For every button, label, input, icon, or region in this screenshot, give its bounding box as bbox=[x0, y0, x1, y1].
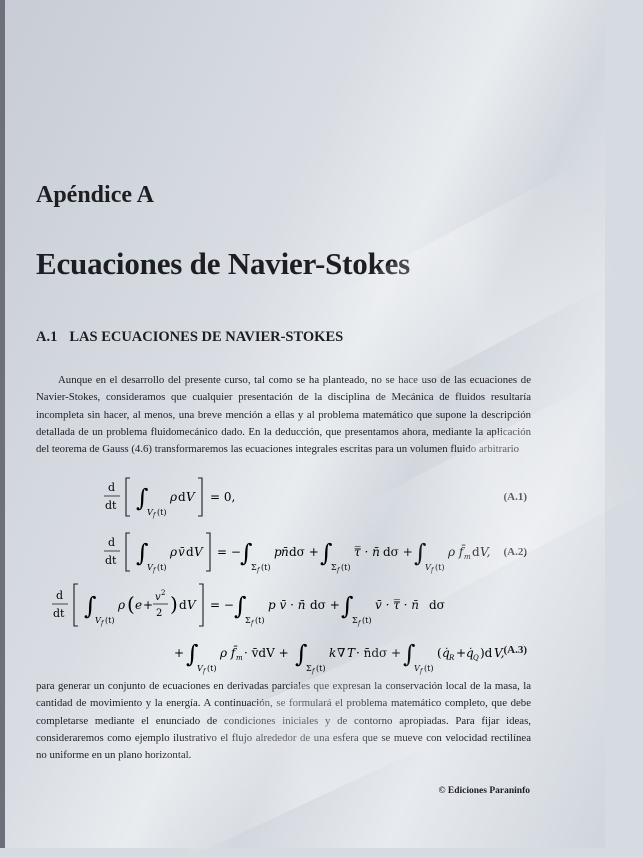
svg-text:(t): (t) bbox=[105, 616, 115, 625]
svg-text:V: V bbox=[187, 598, 196, 612]
publisher-footer: © Ediciones Paraninfo bbox=[438, 786, 530, 796]
svg-text:(t): (t) bbox=[435, 563, 445, 572]
svg-text:(t): (t) bbox=[207, 664, 217, 673]
svg-text:f: f bbox=[312, 668, 315, 675]
intro-paragraph: Aunque en el desarrollo del presente curso, tal como se ha planteado, no se hace uso de las ecuaciones de Navier-Stokes, consideramos que cualquier presentación de la disciplina de Mecánica de fluidos resultaría incompleta sin hacer, al menos, una breve mención a ellas y al problema matemático que supone la descripción detallada de un problema fluidomecánico dado. En la deducción, que presentamos ahora, mediante la aplicación del teorema de Gauss (4.6) transformaremos las ecuaciones integrales escritas para un volumen fluido arbitrario bbox=[36, 373, 531, 456]
svg-text:ρ f̄: ρ f̄ bbox=[220, 646, 236, 660]
svg-text:∫: ∫ bbox=[240, 539, 253, 567]
svg-text:v̄ · τ̿ · n̄: v̄ · τ̿ · n̄ bbox=[375, 598, 420, 612]
svg-text:Σ: Σ bbox=[251, 563, 257, 572]
svg-text:(t): (t) bbox=[157, 563, 167, 572]
svg-text:∫: ∫ bbox=[136, 484, 149, 512]
svg-text:2: 2 bbox=[156, 608, 163, 619]
svg-text:d: d bbox=[179, 598, 187, 612]
svg-text:= 0,: = 0, bbox=[210, 490, 236, 504]
svg-text:dσ +: dσ + bbox=[310, 598, 340, 612]
section-title: LAS ECUACIONES DE NAVIER-STOKES bbox=[69, 329, 344, 345]
svg-text:q̇: q̇ bbox=[442, 646, 450, 660]
svg-text:(t): (t) bbox=[316, 664, 326, 673]
svg-text:Q: Q bbox=[473, 654, 479, 662]
svg-text:(t): (t) bbox=[255, 616, 265, 625]
svg-text:· n̄dσ +: · n̄dσ + bbox=[356, 646, 402, 660]
svg-text:+: + bbox=[174, 646, 185, 660]
svg-text:dσ +: dσ + bbox=[289, 545, 319, 559]
svg-text:V: V bbox=[414, 664, 420, 673]
svg-text:2: 2 bbox=[161, 589, 166, 597]
svg-text:f: f bbox=[153, 512, 156, 519]
svg-text:f: f bbox=[431, 567, 434, 574]
svg-text:R: R bbox=[449, 654, 455, 662]
svg-text:+: + bbox=[456, 646, 467, 660]
svg-text:V: V bbox=[147, 508, 153, 517]
svg-text:(t): (t) bbox=[424, 664, 434, 673]
svg-text:): ) bbox=[170, 592, 178, 616]
svg-text:∫: ∫ bbox=[341, 592, 354, 620]
svg-text:dt: dt bbox=[53, 607, 65, 620]
chapter-title: Ecuaciones de Navier-Stokes bbox=[36, 246, 411, 281]
svg-text:k: k bbox=[329, 646, 337, 660]
svg-text:V: V bbox=[95, 616, 101, 625]
svg-text:∇: ∇ bbox=[337, 646, 346, 660]
svg-text:q̇: q̇ bbox=[466, 646, 474, 660]
svg-text:(t): (t) bbox=[157, 508, 167, 517]
svg-text:(t): (t) bbox=[341, 563, 351, 572]
svg-text:Σ: Σ bbox=[331, 563, 337, 572]
svg-text:dt: dt bbox=[105, 499, 117, 512]
svg-text:∫: ∫ bbox=[136, 539, 149, 567]
svg-text:f: f bbox=[251, 620, 254, 627]
svg-text:f: f bbox=[358, 620, 361, 627]
svg-text:+: + bbox=[143, 598, 154, 612]
svg-text:ρ: ρ bbox=[118, 598, 126, 612]
svg-text:Σ: Σ bbox=[306, 664, 312, 673]
svg-text:V: V bbox=[425, 563, 431, 572]
svg-text:d: d bbox=[108, 481, 116, 494]
svg-text:T: T bbox=[347, 646, 356, 660]
svg-text:d: d bbox=[108, 536, 116, 549]
svg-text:· v̄dV +: · v̄dV + bbox=[244, 646, 289, 660]
svg-text:∫: ∫ bbox=[414, 539, 427, 567]
svg-text:d: d bbox=[56, 589, 64, 602]
equation-a3-number: (A.3) bbox=[503, 644, 527, 656]
svg-text:Σ: Σ bbox=[245, 616, 251, 625]
equation-a3 bbox=[48, 580, 538, 675]
svg-text:(: ( bbox=[127, 592, 135, 616]
svg-text:ρ: ρ bbox=[170, 490, 178, 504]
equation-a1-number: (A.1) bbox=[503, 491, 527, 503]
svg-text:n̄: n̄ bbox=[281, 545, 289, 559]
svg-text:V: V bbox=[147, 563, 153, 572]
page-edge-shadow bbox=[0, 0, 5, 848]
svg-text:m: m bbox=[236, 654, 243, 662]
equation-a1 bbox=[100, 472, 360, 522]
svg-text:V: V bbox=[194, 545, 203, 559]
svg-text:(: ( bbox=[437, 646, 442, 660]
svg-text:∫: ∫ bbox=[186, 640, 199, 668]
svg-text:∫: ∫ bbox=[84, 592, 97, 620]
appendix-label: Apéndice A bbox=[36, 182, 155, 208]
svg-text:= −: = − bbox=[217, 545, 241, 559]
svg-text:V: V bbox=[186, 490, 195, 504]
svg-text:V: V bbox=[197, 664, 203, 673]
svg-text:p v̄ · n̄: p v̄ · n̄ bbox=[268, 598, 306, 612]
svg-text:d: d bbox=[186, 545, 194, 559]
svg-text:ρ f̄: ρ f̄ bbox=[448, 545, 464, 559]
svg-text:f: f bbox=[337, 567, 340, 574]
closing-paragraph: para generar un conjunto de ecuaciones en derivadas parciales que expresan la conservación local de la masa, la cantidad de movimiento y la energía. A continuación, se formulará el problema matemático completo, que debe completarse mediante el enunciado de condiciones iniciales y de contorno apropiadas. Para fijar ideas, consideraremos como ejemplo ilustrativo el flujo alrededor de una esfera que se mueve con velocidad rectilínea no uniforme en un plano horizontal. bbox=[36, 679, 531, 762]
svg-text:d: d bbox=[472, 545, 480, 559]
svg-text:v̄: v̄ bbox=[178, 545, 185, 559]
svg-text:(t): (t) bbox=[261, 563, 271, 572]
svg-text:dt: dt bbox=[105, 554, 117, 567]
svg-text:∫: ∫ bbox=[403, 640, 416, 668]
svg-text:p: p bbox=[274, 545, 282, 559]
svg-text:∫: ∫ bbox=[320, 539, 333, 567]
svg-text:e: e bbox=[135, 598, 143, 612]
section-heading bbox=[36, 329, 343, 346]
svg-text:= −: = − bbox=[210, 598, 234, 612]
svg-text:τ̿ · n̄: τ̿ · n̄ bbox=[354, 545, 380, 559]
equation-a2 bbox=[100, 527, 495, 577]
svg-text:ρ: ρ bbox=[170, 545, 178, 559]
svg-text:f: f bbox=[101, 620, 104, 627]
section-number: A.1 bbox=[36, 329, 58, 345]
svg-text:(t): (t) bbox=[362, 616, 372, 625]
svg-text:)d: )d bbox=[480, 646, 493, 660]
svg-text:dσ: dσ bbox=[429, 598, 445, 612]
svg-text:f: f bbox=[153, 567, 156, 574]
svg-text:∫: ∫ bbox=[295, 640, 308, 668]
svg-text:d: d bbox=[178, 490, 186, 504]
svg-text:V,: V, bbox=[480, 545, 491, 559]
svg-text:v: v bbox=[155, 592, 161, 603]
svg-text:V,: V, bbox=[494, 646, 505, 660]
svg-text:∫: ∫ bbox=[234, 592, 247, 620]
svg-text:f: f bbox=[420, 668, 423, 675]
svg-text:dσ +: dσ + bbox=[383, 545, 413, 559]
svg-text:m: m bbox=[464, 553, 471, 561]
svg-text:Σ: Σ bbox=[352, 616, 358, 625]
svg-text:f: f bbox=[203, 668, 206, 675]
svg-text:f: f bbox=[257, 567, 260, 574]
equation-a2-number: (A.2) bbox=[503, 546, 527, 558]
